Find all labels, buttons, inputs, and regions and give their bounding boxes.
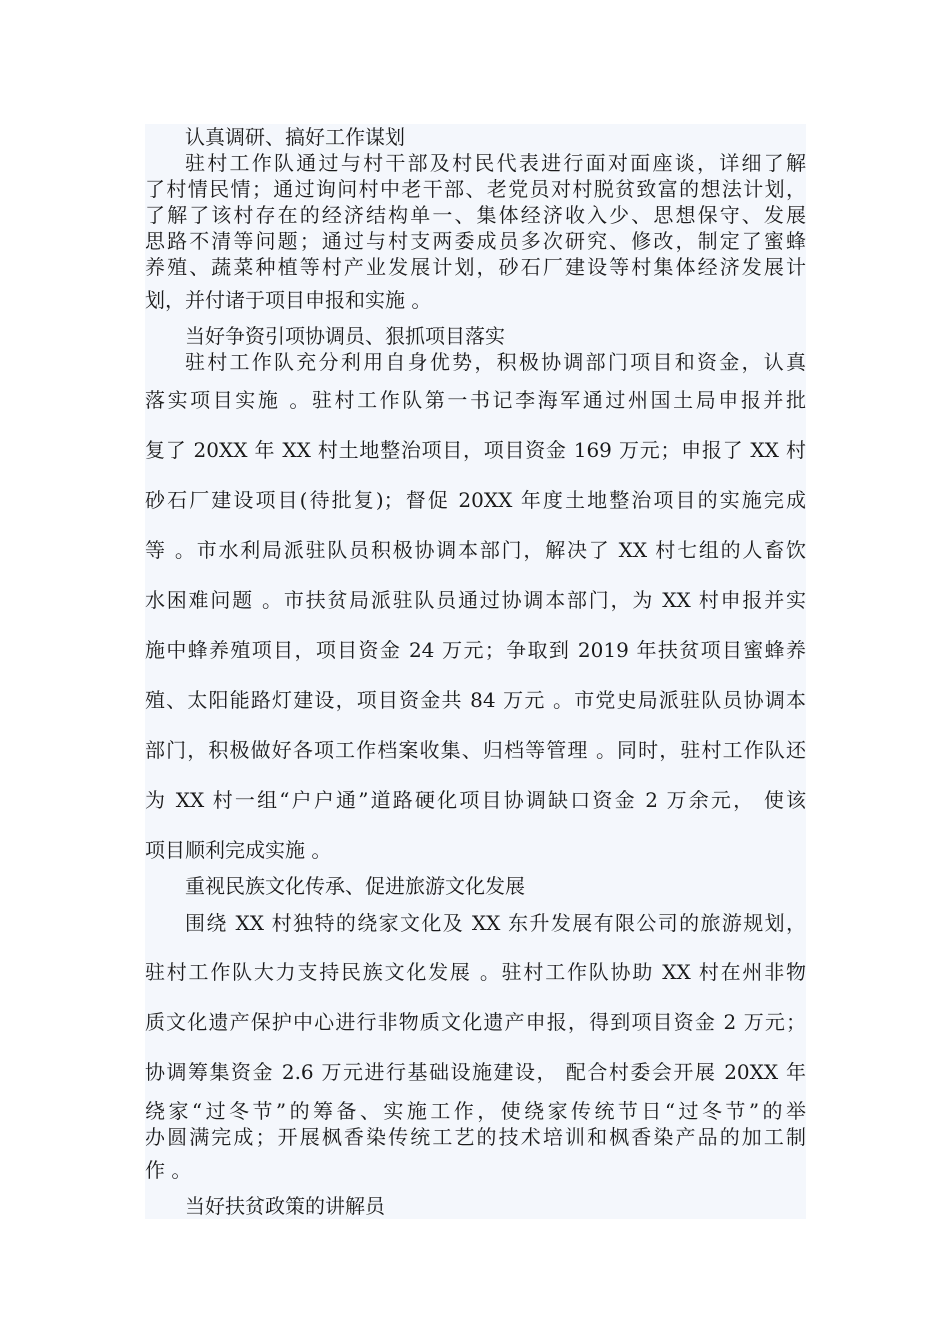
- paragraph-line: 项目顺利完成实施 。: [145, 838, 332, 862]
- paragraph-line: 砂石厂建设项目(待批复)；督促 20XX 年度土地整治项目的实施完成: [145, 488, 806, 512]
- paragraph-line: 为 XX 村一组“户户通”道路硬化项目协调缺口资金 2 万余元， 使该: [145, 788, 806, 812]
- paragraph-line: 殖、太阳能路灯建设，项目资金共 84 万元 。市党史局派驻队员协调本: [145, 688, 806, 712]
- paragraph-line: 作 。: [145, 1158, 192, 1182]
- paragraph-line: 落实项目实施 。驻村工作队第一书记李海军通过州国土局申报并批: [145, 388, 806, 412]
- paragraph-line: 了村情民情；通过询问村中老干部、老党员对村脱贫致富的想法计划，: [145, 177, 806, 201]
- paragraph-line: 思路不清等问题；通过与村支两委成员多次研究、修改，制定了蜜蜂: [145, 229, 806, 253]
- paragraph-line: 驻村工作队充分利用自身优势，积极协调部门项目和资金，认真: [185, 350, 806, 374]
- paragraph-line: 部门，积极做好各项工作档案收集、归档等管理 。同时，驻村工作队还: [145, 738, 806, 762]
- paragraph-line: 水困难问题 。市扶贫局派驻队员通过协调本部门，为 XX 村申报并实: [145, 588, 806, 612]
- section-heading: 当好扶贫政策的讲解员: [185, 1194, 385, 1218]
- section-heading: 当好争资引项协调员、狠抓项目落实: [185, 324, 505, 348]
- paragraph-line: 驻村工作队通过与村干部及村民代表进行面对面座谈，详细了解: [185, 151, 806, 175]
- paragraph-line: 质文化遗产保护中心进行非物质文化遗产申报，得到项目资金 2 万元；: [145, 1010, 806, 1034]
- paragraph-line: 等 。市水利局派驻队员积极协调本部门，解决了 XX 村七组的人畜饮: [145, 538, 806, 562]
- paragraph-line: 围绕 XX 村独特的绕家文化及 XX 东升发展有限公司的旅游规划，: [185, 911, 806, 935]
- paragraph-line: 驻村工作队大力支持民族文化发展 。驻村工作队协助 XX 村在州非物: [145, 960, 806, 984]
- paragraph-line: 绕家“过冬节”的筹备、实施工作，使绕家传统节日“过冬节”的举: [145, 1099, 806, 1123]
- section-heading: 认真调研、搞好工作谋划: [185, 125, 405, 149]
- paragraph-line: 划，并付诸于项目申报和实施 。: [145, 288, 432, 312]
- paragraph-line: 施中蜂养殖项目，项目资金 24 万元；争取到 2019 年扶贫项目蜜蜂养: [145, 638, 806, 662]
- section-heading: 重视民族文化传承、促进旅游文化发展: [185, 874, 525, 898]
- paragraph-line: 办圆满完成；开展枫香染传统工艺的技术培训和枫香染产品的加工制: [145, 1125, 806, 1149]
- paragraph-line: 了解了该村存在的经济结构单一、集体经济收入少、思想保守、发展: [145, 203, 806, 227]
- paragraph-line: 养殖、蔬菜种植等村产业发展计划，砂石厂建设等村集体经济发展计: [145, 255, 806, 279]
- paragraph-line: 协调筹集资金 2.6 万元进行基础设施建设， 配合村委会开展 20XX 年: [145, 1060, 806, 1084]
- paragraph-line: 复了 20XX 年 XX 村土地整治项目，项目资金 169 万元；申报了 XX 村: [145, 438, 806, 462]
